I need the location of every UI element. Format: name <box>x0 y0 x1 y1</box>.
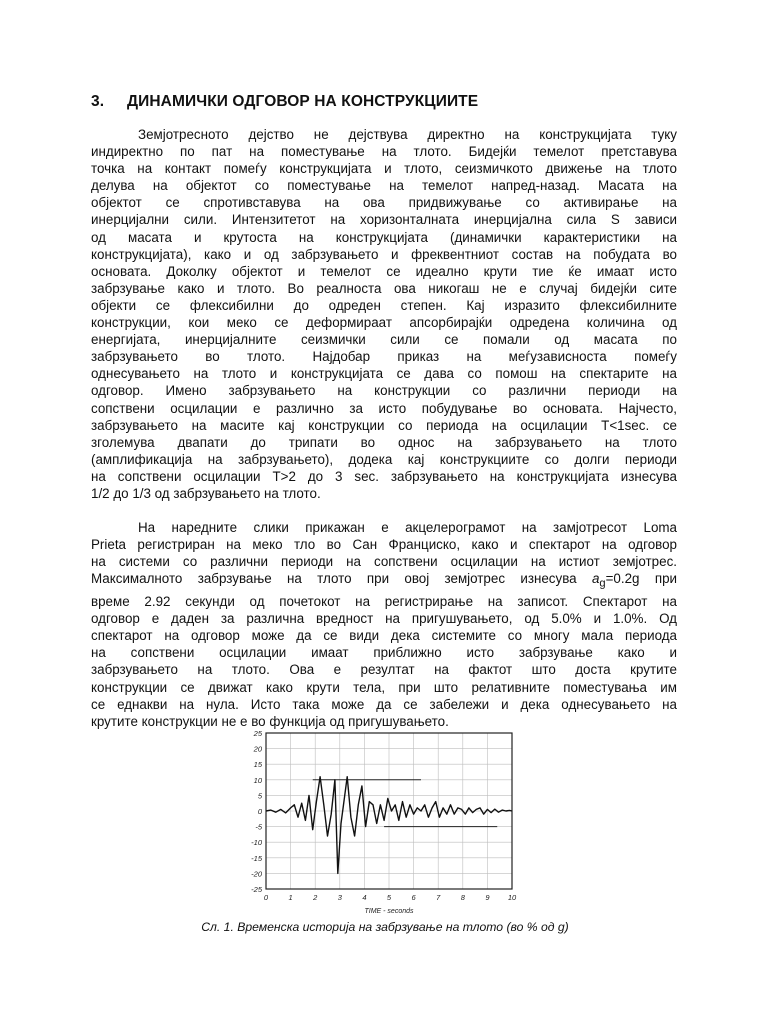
paragraph-line: конструкции, кои меко се деформираат апсорбирајќи одредена количина од <box>91 315 677 331</box>
paragraph-line: Земјотресното дејство не дејствува директно на конструкцијата туку <box>138 127 677 142</box>
paragraph-line: забрзувањето на масите кај конструкции со периода на осцилации T<1sec. се <box>91 417 677 433</box>
paragraph-line: конструкции се движат како крути тела, при што релативните поместувања им <box>91 679 677 695</box>
paragraph-line: сопствени осцилации е различно за исто побудување во основата. Најчесто, <box>91 400 677 416</box>
paragraph-line: од масата и крутоста на конструкцијата (динамички карактеристики на <box>91 229 677 245</box>
paragraph-line: однесувањето на тлото и конструкцијата се дава со помош на спектарите на <box>91 366 677 382</box>
paragraph-line: основата. Доколку објектот и темелот се идеално крути тие ќе имаат исто <box>91 263 677 279</box>
paragraph-line: одговор. Имено забрзувањето на конструкции со различни периоди на <box>91 383 677 399</box>
paragraph-line: инерцијални сили. Интензитетот на хоризонталната инерцијална сила S зависи <box>91 212 677 228</box>
figure-caption: Сл. 1. Временска историја на забрзување на тлото (во % од g) <box>201 920 569 934</box>
y-tick-label: -15 <box>251 853 262 863</box>
paragraph-line: на сопствени осцилации T>2 до 3 sec. забрзувањето на конструкцијата изнесува <box>91 468 677 484</box>
x-tick-label: 9 <box>485 893 490 902</box>
accelerogram-figure <box>240 727 530 919</box>
paragraph-line: на сопствени осцилации имаат приближно исто забрзување како и <box>91 645 677 661</box>
paragraph-2 <box>91 519 677 730</box>
section-title: ДИНАМИЧКИ ОДГОВОР НА КОНСТРУКЦИИТЕ <box>127 93 479 110</box>
section-number: 3. <box>91 93 105 110</box>
x-tick-label: 0 <box>263 893 269 902</box>
paragraph-line: објекти се флексибилни до одреден степен. Кај изразито флексибилните <box>91 297 677 313</box>
x-tick-label: 1 <box>288 893 293 902</box>
paragraph-line: 1/2 до 1/3 од забрзувањето на тлото. <box>91 485 321 501</box>
y-tick-label: -20 <box>251 869 262 879</box>
paragraph-line: на системи со различни периоди на сопствени осцилации на истиот земјотрес. <box>91 554 677 570</box>
paragraph-line: забрзувањето на тлото. Ова е резултат на фактот што доста крутите <box>91 662 677 678</box>
paragraph-line: (амплификација на забрзувањето), додека кај конструкциите со долги периоди <box>91 451 677 467</box>
paragraph-line: точка на контакт помеѓу конструкцијата и тлото, сеизмичкото движење на тлото <box>91 161 677 177</box>
y-tick-label: -25 <box>251 885 262 894</box>
x-tick-label: 8 <box>460 893 465 902</box>
y-tick-label: -5 <box>255 822 262 832</box>
y-tick-label: 25 <box>253 729 262 738</box>
x-tick-label: 7 <box>436 893 441 902</box>
y-tick-label: 10 <box>253 775 262 785</box>
x-tick-label: 10 <box>507 893 517 902</box>
paragraph-line: забрзување како и тлото. Во реалноста ова никогаш не е случај бидејќи сите <box>91 280 677 296</box>
paragraph-line: време 2.92 секунди од почетокот на регистрирање на записот. Спектарот на <box>91 594 677 610</box>
y-tick-label: 0 <box>257 807 262 816</box>
y-tick-label: 20 <box>253 744 262 754</box>
y-tick-label: 15 <box>253 760 262 770</box>
paragraph-line: објектот се спротивставува на ова придвижување со активирање на <box>91 195 677 211</box>
paragraph-line: зголемува двапати до трипати во однос на забрзувањето на тлото <box>91 434 677 450</box>
paragraph-line: крутите конструкции не е во функција од пригушувањето. <box>91 713 449 729</box>
y-tick-label: 5 <box>257 791 262 801</box>
paragraph-line: На наредните слики прикажан е акцелерограмот на замјотресот Loma <box>138 520 677 535</box>
paragraph-line: спектарот на одговор може да се види дека системите со многу мала периода <box>91 628 677 644</box>
x-tick-label: 4 <box>362 893 367 902</box>
paragraph-line: одговор е даден за различна вредност на пригушувањето, од 5.0% и 1.0%. Од <box>91 611 677 627</box>
accelerogram-chart <box>240 727 530 919</box>
x-tick-label: 6 <box>411 893 416 902</box>
paragraph-line: делува на објектот со поместување на темелот напред-назад. Масата на <box>91 178 677 194</box>
paragraph-line: Максималното забрзување на тлото при овој земјотрес изнесува $a_g=0.2g$ при <box>91 571 677 590</box>
paragraph-line: се еднакви на нула. Исто така може да се забележи и дека однесувањето на <box>91 696 677 712</box>
paragraph-line: конструкцијата), како и од забрзувањето и фреквентниот состав на побудата во <box>91 246 677 262</box>
paragraph-line: забрзувањето во тлото. Најдобар приказ на меѓузависноста помеѓу <box>91 349 677 365</box>
paragraph-line: Prieta регистриран на меко тло во Сан Франциско, како и спектарот на одговор <box>91 537 677 553</box>
paragraph-line: индиректно по пат на поместување на тлото. Бидејќи темелот претставува <box>91 144 677 160</box>
paragraph-1 <box>91 126 677 502</box>
x-axis-label: TIME - seconds <box>364 908 414 915</box>
y-tick-label: -10 <box>251 838 262 848</box>
section-heading <box>91 93 691 111</box>
x-tick-label: 5 <box>386 893 392 902</box>
x-tick-label: 2 <box>313 893 318 902</box>
x-tick-label: 3 <box>337 893 342 902</box>
paragraph-line: енергијата, инерцијалните сеизмички сили се помали од масата по <box>91 332 677 348</box>
